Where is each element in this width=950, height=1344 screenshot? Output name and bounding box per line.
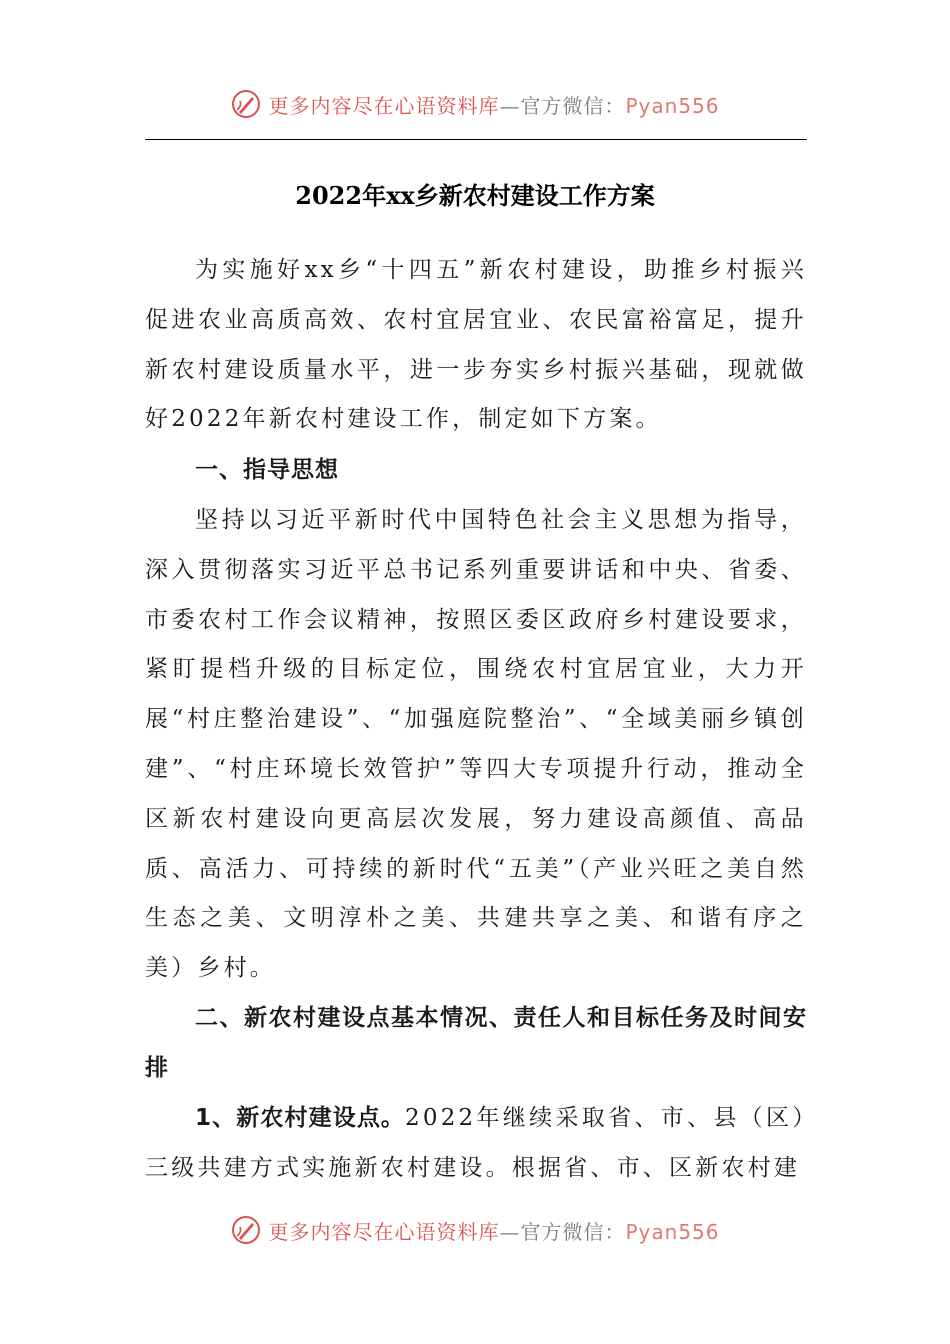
quill-logo-icon <box>230 1214 262 1246</box>
footer-site-text: 更多内容尽在心语资料库 <box>268 1219 500 1244</box>
item1-paragraph <box>145 1094 807 1194</box>
header-divider <box>145 139 807 140</box>
footer-dash-text: —官方微信： <box>499 1219 626 1244</box>
watermark-wechat-id: Pyan556 <box>625 93 720 118</box>
document-title: 2022年xx乡新农村建设工作方案 <box>295 181 655 210</box>
item1-body: 2022年继续采取省、市、县（区）三级共建方式实施新农村建设。根据省、市、区新农村建 <box>145 1105 807 1181</box>
watermark-site-text: 更多内容尽在心语资料库 <box>268 93 500 118</box>
section1-heading: 一、指导思想 <box>195 457 339 483</box>
section2-heading: 二、新农村建设点基本情况、责任人和目标任务及时间安排 <box>145 1005 807 1081</box>
item1-label: 1、新农村建设点。 <box>195 1105 406 1131</box>
footer-wechat-id: Pyan556 <box>625 1219 720 1244</box>
quill-logo-icon <box>230 88 262 120</box>
intro-paragraph: 为实施好xx乡“十四五”新农村建设，助推乡村振兴促进农业高质高效、农村宜居宜业、农民富裕富足，提升新农村建设质量水平，进一步夯实乡村振兴基础，现就做好2022年新农村建设工作，制定如下方案。 <box>145 257 807 433</box>
watermark-footer <box>0 1210 950 1250</box>
watermark-dash-text: —官方微信： <box>499 93 626 118</box>
section1-paragraph: 坚持以习近平新时代中国特色社会主义思想为指导，深入贯彻落实习近平总书记系列重要讲话和中央、省委、市委农村工作会议精神，按照区委区政府乡村建设要求，紧盯提档升级的目标定位，围绕农村宜居宜业，大力开展“村庄整治建设”、“加强庭院整治”、“全域美丽乡镇创建”、“村庄环境长效管护”等四大专项提升行动，推动全区新农村建设向更高层次发展，努力建设高颜值、高品质、高活力、可持续的新时代“五美”（产业兴旺之美自然生态之美、文明淳朴之美、共建共享之美、和谐有序之美）乡村。 <box>145 507 807 982</box>
watermark-header <box>0 84 950 124</box>
